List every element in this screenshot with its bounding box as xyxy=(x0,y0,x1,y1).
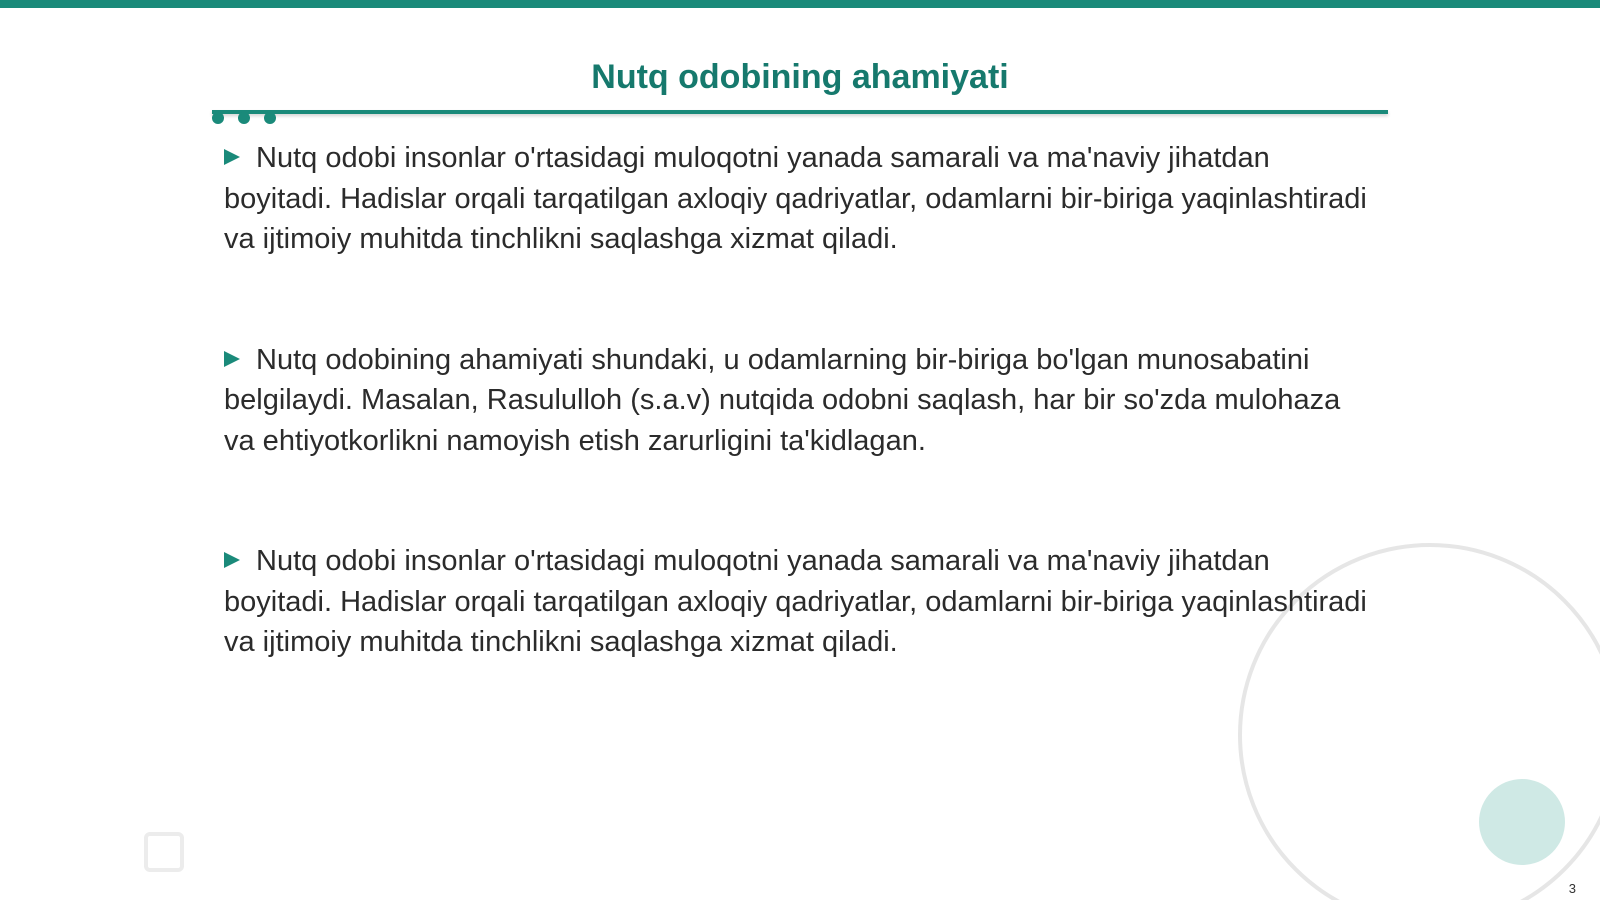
paragraph-text: Nutq odobi insonlar o'rtasidagi muloqotni yanada samarali va ma'naviy jihatdan boyitadi. Hadislar orqali tarqatilgan axloqiy qadriyatlar, odamlarni bir-biriga yaqinlashtiradi va ijtimoiy muhitda tinchlikni saqlashga xizmat qiladi. xyxy=(224,142,1367,255)
triangle-right-icon xyxy=(224,149,240,165)
triangle-right-icon xyxy=(224,351,240,367)
dot xyxy=(264,112,276,124)
dot xyxy=(238,112,250,124)
title-dots xyxy=(212,112,292,126)
dot xyxy=(212,112,224,124)
bullet-list xyxy=(224,138,1374,743)
paragraph-text: Nutq odobining ahamiyati shundaki, u odamlarning bir-biriga bo'lgan munosabatini belgilaydi. Masalan, Rasululloh (s.a.v) nutqida odobni saqlash, har bir so'zda mulohaza va ehtiyotkorlikni namoyish etish zarurligini ta'kidlagan. xyxy=(224,343,1341,457)
slide-title: Nutq odobining ahamiyati xyxy=(591,58,1009,96)
title-underline xyxy=(212,110,1388,114)
bullet-paragraph-2 xyxy=(224,340,1374,462)
decorative-square xyxy=(146,834,182,870)
bullet-paragraph-3 xyxy=(224,541,1374,663)
bullet-paragraph-1 xyxy=(224,138,1374,260)
triangle-right-icon xyxy=(224,552,240,568)
decorative-circle xyxy=(1479,779,1565,865)
paragraph-text: Nutq odobi insonlar o'rtasidagi muloqotni yanada samarali va ma'naviy jihatdan boyitadi. Hadislar orqali tarqatilgan axloqiy qadriyatlar, odamlarni bir-biriga yaqinlashtiradi va ijtimoiy muhitda tinchlikni saqlashga xizmat qiladi. xyxy=(224,545,1367,658)
page-number: 3 xyxy=(1568,881,1576,896)
